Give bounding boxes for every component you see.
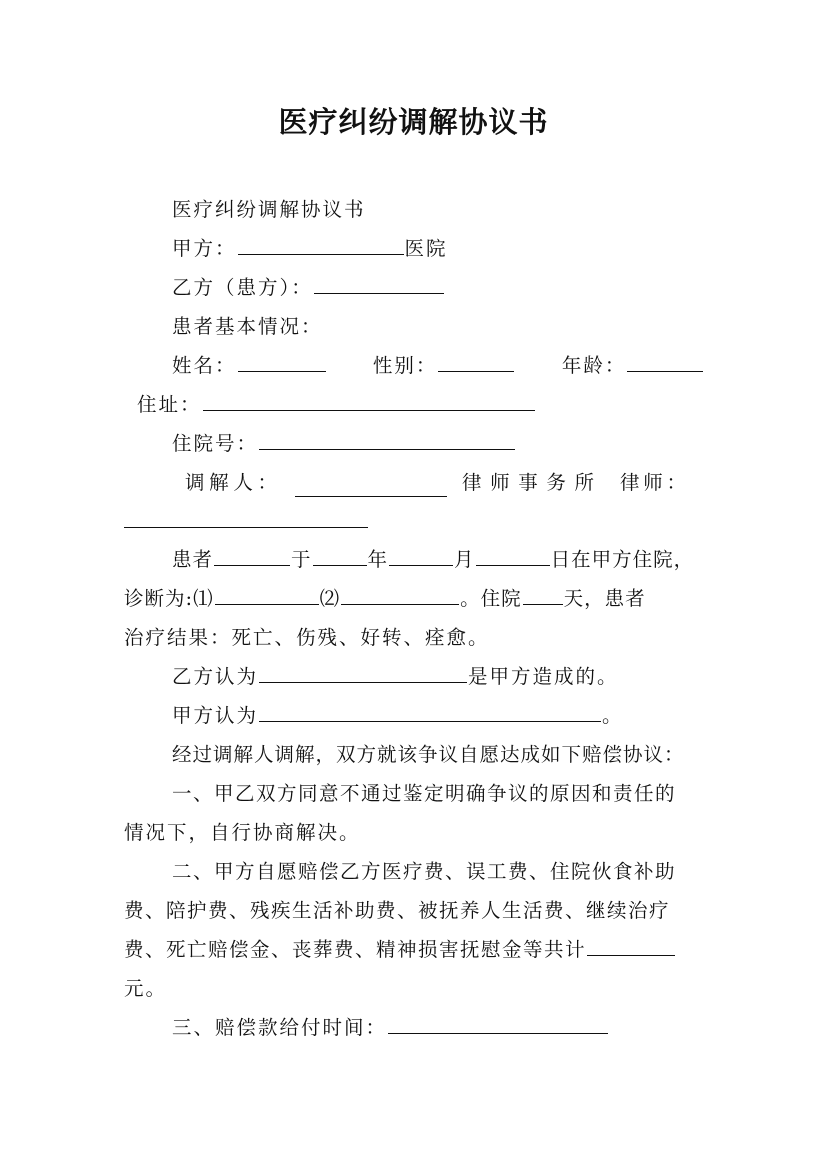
hospital-stay-word: 。住院 (460, 587, 522, 610)
party-a-blank[interactable] (238, 236, 404, 255)
admission-label: 住院号： (172, 432, 259, 455)
gender-blank[interactable] (438, 353, 514, 372)
month-blank[interactable] (389, 547, 453, 566)
diagnosis-two-label: ⑵ (319, 587, 341, 610)
party-a-opinion-tail: 。 (602, 704, 624, 727)
patient-word: 患者 (172, 548, 214, 571)
mediator-blank[interactable] (295, 478, 447, 497)
party-b-label: 乙方（患方）： (172, 276, 313, 299)
days-blank[interactable] (523, 586, 563, 605)
clause2-line3 (124, 936, 676, 964)
clause3-label: 三、赔偿款给付时间： (172, 1016, 388, 1039)
admission-line (172, 430, 516, 458)
mediator-label: 调 解 人 ： (185, 471, 277, 494)
total-amount-blank[interactable] (587, 937, 675, 956)
agreement-intro-line: 经过调解人调解，双方就该争议自愿达成如下赔偿协议： (172, 743, 685, 766)
party-a-label: 甲方： (172, 237, 237, 260)
clause1-line2: 情况下，自行协商解决。 (124, 821, 361, 844)
party-b-line (172, 274, 445, 302)
patient-name-blank[interactable] (214, 547, 290, 566)
party-a-opinion-label: 甲方认为 (172, 704, 259, 727)
days-word: 天，患者 (563, 587, 646, 610)
party-b-opinion-line (172, 663, 619, 691)
month-word: 月 (454, 548, 475, 571)
admission-date-line (172, 546, 694, 574)
gender-label: 性别： (372, 354, 438, 377)
clause2-line2: 费、陪护费、残疾生活补助费、被抚养人生活费、继续治疗 (124, 899, 671, 922)
party-a-line (172, 235, 448, 263)
law-firm-label: 律 师 事 务 所 (462, 471, 594, 494)
document-title: 医疗纠纷调解协议书 (278, 105, 549, 139)
mediator-line (185, 469, 691, 497)
payment-time-blank[interactable] (388, 1015, 608, 1034)
name-blank[interactable] (238, 353, 326, 372)
clause3-line (172, 1014, 609, 1042)
on-word: 于 (291, 548, 312, 571)
patient-info-heading: 患者基本情况： (172, 315, 323, 338)
name-label: 姓名： (172, 354, 237, 377)
lawyer-blank[interactable] (124, 509, 368, 528)
diagnosis-label: 诊断为:⑴ (124, 587, 214, 610)
party-a-opinion-blank[interactable] (259, 703, 601, 722)
stay-tail: 日在甲方住院， (550, 548, 695, 571)
admission-blank[interactable] (259, 431, 515, 450)
clause1-line1: 一、甲乙双方同意不通过鉴定明确争议的原因和责任的 (172, 782, 677, 805)
party-b-opinion-label: 乙方认为 (172, 665, 259, 688)
address-blank[interactable] (203, 392, 535, 411)
day-blank[interactable] (476, 547, 550, 566)
party-a-opinion-line (172, 702, 624, 730)
clause2-line1: 二、甲方自愿赔偿乙方医疗费、误工费、住院伙食补助 (172, 860, 677, 883)
year-word: 年 (367, 548, 389, 571)
party-a-suffix: 医院 (404, 237, 448, 260)
party-b-blank[interactable] (314, 275, 444, 294)
patient-basic-line (172, 352, 704, 380)
party-b-opinion-tail: 是甲方造成的。 (468, 665, 619, 688)
treatment-result-line: 治疗结果：死亡、伤残、好转、痊愈。 (124, 626, 490, 649)
diagnosis-one-blank[interactable] (215, 586, 319, 605)
clause2-line3-text: 费、死亡赔偿金、丧葬费、精神损害抚慰金等共计 (124, 938, 587, 961)
diagnosis-line (124, 585, 646, 613)
year-blank[interactable] (313, 547, 367, 566)
party-b-opinion-blank[interactable] (259, 664, 467, 683)
lawyer-blank-line (124, 508, 368, 536)
age-label: 年龄： (561, 354, 627, 377)
age-blank[interactable] (627, 353, 703, 372)
diagnosis-two-blank[interactable] (341, 586, 459, 605)
lawyer-label: 律 师 ： (620, 471, 686, 494)
subtitle-line: 医疗纠纷调解协议书 (172, 198, 366, 221)
address-line (137, 391, 536, 419)
address-label: 住址： (137, 393, 202, 416)
clause2-line4: 元。 (124, 977, 168, 1000)
